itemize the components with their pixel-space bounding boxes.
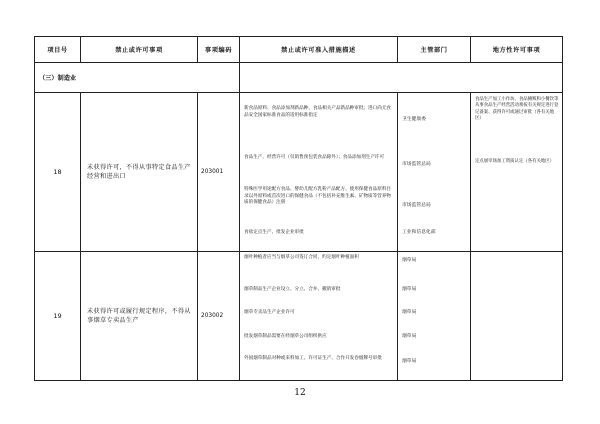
- measure-text: 新食品原料、食品添加剂新品种、食品相关产品新品种审批；进口尚无食品安全国家标准食品的适用标准指定: [244, 106, 392, 118]
- table-row: [35, 93, 563, 252]
- department-text: 烟草局: [402, 310, 417, 315]
- row-department-cell: [398, 252, 471, 381]
- local-license-text: 定点屠宰场加工资质认定（各有关地区）: [475, 159, 555, 164]
- row-number: 18: [35, 93, 81, 252]
- measure-text: 烟草制品生产企业设立、分立、合并、撤销审批: [244, 287, 341, 292]
- row-number: 19: [35, 252, 81, 381]
- measure-text: 批发烟草制品需要在经烟草公司组织供应: [244, 334, 327, 339]
- negative-list-table: [34, 36, 563, 381]
- measure-text: 食品生产、经营许可（仅销售预包装食品除外）；食品添加剂生产许可: [244, 155, 385, 160]
- row-measures-cell: [240, 93, 398, 252]
- section-title: （三）制造业: [35, 63, 240, 93]
- section-row: [35, 63, 563, 93]
- measure-text: 烟叶种植者应当与烟草公司签订合同，约定烟叶种植面积: [244, 255, 359, 260]
- page-number: 12: [294, 388, 306, 398]
- local-license-text: 食品生产加工小作坊、食品摊贩和小餐饮等从事食品生产经营活动须按有关规定进行登记备案、获得许可或通过审批（各有关地区）: [475, 97, 559, 122]
- header-item-code: 事项编码: [198, 37, 240, 63]
- header-measures: 禁止或许可准入措施描述: [240, 37, 398, 63]
- row-item-name: 未获得许可或履行规定程序，不得从事烟草专卖品生产: [81, 252, 198, 381]
- measure-text: 烟草专卖品生产企业许可: [244, 310, 295, 315]
- row-local-license-cell: [471, 93, 563, 252]
- header-local-license: 地方性许可事项: [471, 37, 563, 63]
- department-text: 烟草局: [402, 359, 417, 364]
- header-item-name: 禁止或许可事项: [81, 37, 198, 63]
- row-item-code: 203001: [198, 93, 240, 252]
- department-text: 市场监管总局: [402, 203, 431, 208]
- department-text: 烟草局: [402, 334, 417, 339]
- measure-text: 食盐定点生产、批发企业审批: [244, 230, 304, 235]
- department-text: 烟草局: [402, 258, 417, 263]
- row-department-cell: [398, 93, 471, 252]
- table-header-row: [35, 37, 563, 63]
- department-text: 烟草局: [402, 287, 417, 292]
- measure-text: 外国烟草制品对种或来料加工、许可证生产、合作开发卷烟牌号审批: [244, 356, 382, 361]
- section-blank-cell: [240, 63, 563, 93]
- table-row: [35, 252, 563, 381]
- department-text: 工业和信息化部: [402, 230, 436, 235]
- header-department: 主管部门: [398, 37, 471, 63]
- header-item-number: 项目号: [35, 37, 81, 63]
- department-text: 市场监管总局: [402, 162, 431, 167]
- row-local-license-cell: [471, 252, 563, 381]
- row-item-code: 203002: [198, 252, 240, 381]
- row-measures-cell: [240, 252, 398, 381]
- department-text: 卫生健康委: [402, 117, 426, 122]
- measure-text: 特殊医学用途配方食品、婴幼儿配方乳粉产品配方、使用保健食品原料目录以外原料或首次进口的保健食品（不包括补充维生素、矿物质等营养物质的保健食品）注册: [244, 187, 392, 206]
- row-item-name: 未获得许可，不得从事特定食品生产经营和进出口: [81, 93, 198, 252]
